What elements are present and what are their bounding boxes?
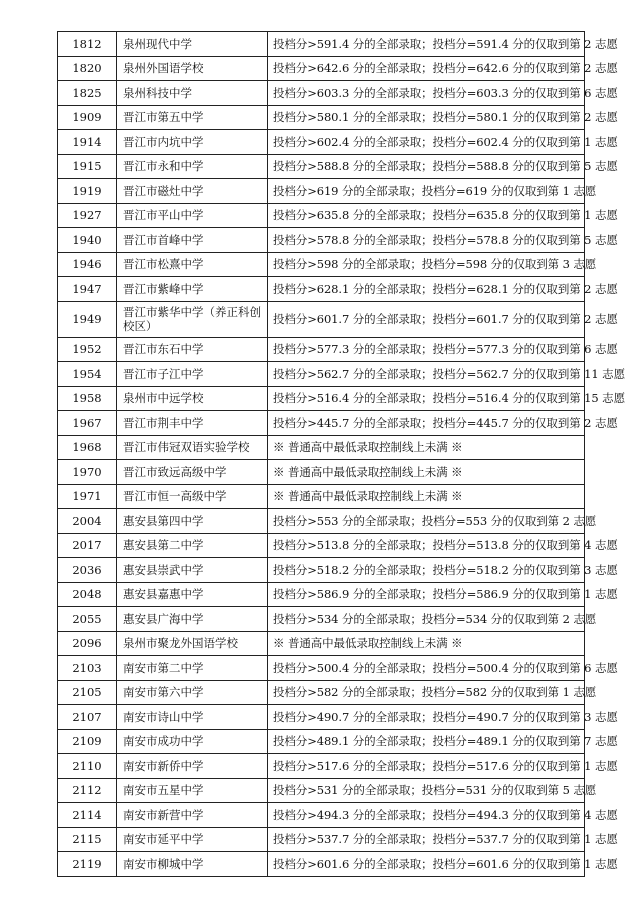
school-code-cell: 2114: [58, 803, 117, 828]
table-row: [58, 778, 585, 803]
table-row: [58, 803, 585, 828]
admission-rule-cell: 投档分>582 分的全部录取；投档分=582 分的仅取到第 1 志愿: [268, 680, 585, 705]
school-name-cell: 南安市第二中学: [117, 656, 268, 681]
school-name-cell: 泉州科技中学: [117, 81, 268, 106]
admission-rule-cell: 投档分>602.4 分的全部录取；投档分=602.4 分的仅取到第 1 志愿: [268, 130, 585, 155]
school-code-cell: 2055: [58, 607, 117, 632]
school-name-cell: 泉州现代中学: [117, 32, 268, 57]
school-name-cell: 晋江市荆丰中学: [117, 411, 268, 436]
school-code-cell: 1919: [58, 179, 117, 204]
admission-rule-cell: 投档分>598 分的全部录取；投档分=598 分的仅取到第 3 志愿: [268, 252, 585, 277]
admission-rule-cell: 投档分>490.7 分的全部录取；投档分=490.7 分的仅取到第 3 志愿: [268, 705, 585, 730]
admission-rule-cell: 投档分>553 分的全部录取；投档分=553 分的仅取到第 2 志愿: [268, 509, 585, 534]
school-name-cell: 晋江市致远高级中学: [117, 460, 268, 485]
admission-rule-cell: 投档分>445.7 分的全部录取；投档分=445.7 分的仅取到第 2 志愿: [268, 411, 585, 436]
school-name-cell: 晋江市内坑中学: [117, 130, 268, 155]
table-row: [58, 228, 585, 253]
admission-rule-cell: ※ 普通高中最低录取控制线上未满 ※: [268, 631, 585, 656]
school-name-cell: 晋江市恒一高级中学: [117, 484, 268, 509]
school-code-cell: 1954: [58, 362, 117, 387]
school-code-cell: 2112: [58, 778, 117, 803]
school-name-cell: 泉州市聚龙外国语学校: [117, 631, 268, 656]
table-row: [58, 301, 585, 337]
school-name-cell: 惠安县嘉惠中学: [117, 582, 268, 607]
table-row: [58, 105, 585, 130]
school-name-cell: 晋江市首峰中学: [117, 228, 268, 253]
admission-rule-cell: 投档分>494.3 分的全部录取；投档分=494.3 分的仅取到第 4 志愿: [268, 803, 585, 828]
school-name-cell: 晋江市子江中学: [117, 362, 268, 387]
table-row: [58, 411, 585, 436]
school-code-cell: 1952: [58, 337, 117, 362]
school-code-cell: 1947: [58, 277, 117, 302]
school-code-cell: 1967: [58, 411, 117, 436]
admission-rule-cell: 投档分>619 分的全部录取；投档分=619 分的仅取到第 1 志愿: [268, 179, 585, 204]
school-name-cell: 晋江市磁灶中学: [117, 179, 268, 204]
school-code-cell: 1958: [58, 386, 117, 411]
school-code-cell: 1949: [58, 301, 117, 337]
table-row: [58, 56, 585, 81]
table-row: [58, 656, 585, 681]
school-code-cell: 2107: [58, 705, 117, 730]
admission-rule-cell: 投档分>517.6 分的全部录取；投档分=517.6 分的仅取到第 1 志愿: [268, 754, 585, 779]
admission-rule-cell: 投档分>518.2 分的全部录取；投档分=518.2 分的仅取到第 3 志愿: [268, 558, 585, 583]
school-name-cell: 晋江市松熹中学: [117, 252, 268, 277]
school-code-cell: 1970: [58, 460, 117, 485]
admission-rule-cell: 投档分>586.9 分的全部录取；投档分=586.9 分的仅取到第 1 志愿: [268, 582, 585, 607]
school-code-cell: 1940: [58, 228, 117, 253]
table-row: [58, 362, 585, 387]
school-name-cell: 南安市新侨中学: [117, 754, 268, 779]
table-row: [58, 203, 585, 228]
school-code-cell: 1825: [58, 81, 117, 106]
school-code-cell: 2110: [58, 754, 117, 779]
school-code-cell: 1971: [58, 484, 117, 509]
admission-rule-cell: 投档分>577.3 分的全部录取；投档分=577.3 分的仅取到第 6 志愿: [268, 337, 585, 362]
school-name-cell: 晋江市东石中学: [117, 337, 268, 362]
table-row: [58, 386, 585, 411]
school-code-cell: 2103: [58, 656, 117, 681]
school-code-cell: 1909: [58, 105, 117, 130]
table-row: [58, 277, 585, 302]
admission-rule-cell: 投档分>516.4 分的全部录取；投档分=516.4 分的仅取到第 15 志愿: [268, 386, 585, 411]
table-row: [58, 754, 585, 779]
admission-rule-cell: 投档分>635.8 分的全部录取；投档分=635.8 分的仅取到第 1 志愿: [268, 203, 585, 228]
school-name-cell: 泉州市中远学校: [117, 386, 268, 411]
school-name-cell: 晋江市紫华中学（养正科创校区）: [117, 301, 268, 337]
table-row: [58, 179, 585, 204]
school-code-cell: 2004: [58, 509, 117, 534]
admission-rule-cell: 投档分>513.8 分的全部录取；投档分=513.8 分的仅取到第 4 志愿: [268, 533, 585, 558]
table-row: [58, 337, 585, 362]
school-name-cell: 晋江市伟冠双语实验学校: [117, 435, 268, 460]
table-row: [58, 435, 585, 460]
school-name-cell: 南安市新营中学: [117, 803, 268, 828]
table-row: [58, 582, 585, 607]
table-row: [58, 827, 585, 852]
table-row: [58, 631, 585, 656]
table-row: [58, 705, 585, 730]
admission-rule-cell: 投档分>601.6 分的全部录取；投档分=601.6 分的仅取到第 1 志愿: [268, 852, 585, 877]
school-code-cell: 2017: [58, 533, 117, 558]
school-name-cell: 晋江市永和中学: [117, 154, 268, 179]
school-code-cell: 1946: [58, 252, 117, 277]
school-code-cell: 1927: [58, 203, 117, 228]
school-code-cell: 2115: [58, 827, 117, 852]
admission-rule-cell: 投档分>603.3 分的全部录取；投档分=603.3 分的仅取到第 6 志愿: [268, 81, 585, 106]
school-name-cell: 南安市五星中学: [117, 778, 268, 803]
school-name-cell: 惠安县第二中学: [117, 533, 268, 558]
admission-rule-cell: ※ 普通高中最低录取控制线上未满 ※: [268, 484, 585, 509]
admission-rule-cell: 投档分>562.7 分的全部录取；投档分=562.7 分的仅取到第 11 志愿: [268, 362, 585, 387]
school-code-cell: 1812: [58, 32, 117, 57]
admission-rule-cell: 投档分>489.1 分的全部录取；投档分=489.1 分的仅取到第 7 志愿: [268, 729, 585, 754]
school-name-cell: 南安市第六中学: [117, 680, 268, 705]
table-row: [58, 154, 585, 179]
table-row: [58, 81, 585, 106]
school-code-cell: 1914: [58, 130, 117, 155]
school-name-cell: 惠安县崇武中学: [117, 558, 268, 583]
table-row: [58, 607, 585, 632]
admission-rule-cell: 投档分>500.4 分的全部录取；投档分=500.4 分的仅取到第 6 志愿: [268, 656, 585, 681]
school-name-cell: 晋江市紫峰中学: [117, 277, 268, 302]
school-code-cell: 2036: [58, 558, 117, 583]
admission-table: [57, 31, 625, 877]
admission-rule-cell: 投档分>580.1 分的全部录取；投档分=580.1 分的仅取到第 2 志愿: [268, 105, 585, 130]
table-row: [58, 130, 585, 155]
school-code-cell: 1820: [58, 56, 117, 81]
school-name-cell: 惠安县第四中学: [117, 509, 268, 534]
table-row: [58, 852, 585, 877]
table-row: [58, 680, 585, 705]
school-name-cell: 泉州外国语学校: [117, 56, 268, 81]
school-code-cell: 2048: [58, 582, 117, 607]
school-code-cell: 2119: [58, 852, 117, 877]
admission-rule-cell: 投档分>534 分的全部录取；投档分=534 分的仅取到第 2 志愿: [268, 607, 585, 632]
table-body: [58, 32, 625, 877]
admission-rule-cell: ※ 普通高中最低录取控制线上未满 ※: [268, 435, 585, 460]
school-code-cell: 2105: [58, 680, 117, 705]
admission-rule-cell: 投档分>591.4 分的全部录取；投档分=591.4 分的仅取到第 2 志愿: [268, 32, 585, 57]
school-name-cell: 南安市延平中学: [117, 827, 268, 852]
table-row: [58, 32, 585, 57]
school-name-cell: 晋江市第五中学: [117, 105, 268, 130]
school-name-cell: 晋江市平山中学: [117, 203, 268, 228]
admission-rule-cell: 投档分>578.8 分的全部录取；投档分=578.8 分的仅取到第 5 志愿: [268, 228, 585, 253]
admission-rule-cell: ※ 普通高中最低录取控制线上未满 ※: [268, 460, 585, 485]
table-row: [58, 252, 585, 277]
school-name-cell: 南安市成功中学: [117, 729, 268, 754]
school-name-cell: 南安市诗山中学: [117, 705, 268, 730]
school-code-cell: 1968: [58, 435, 117, 460]
school-code-cell: 1915: [58, 154, 117, 179]
school-code-cell: 2096: [58, 631, 117, 656]
admission-document: [57, 31, 625, 877]
school-name-cell: 惠安县广海中学: [117, 607, 268, 632]
admission-rule-cell: 投档分>537.7 分的全部录取；投档分=537.7 分的仅取到第 1 志愿: [268, 827, 585, 852]
admission-rule-cell: 投档分>588.8 分的全部录取；投档分=588.8 分的仅取到第 5 志愿: [268, 154, 585, 179]
table-row: [58, 533, 585, 558]
table-row: [58, 558, 585, 583]
school-code-cell: 2109: [58, 729, 117, 754]
admission-rule-cell: 投档分>628.1 分的全部录取；投档分=628.1 分的仅取到第 2 志愿: [268, 277, 585, 302]
table-row: [58, 460, 585, 485]
table-row: [58, 509, 585, 534]
admission-rule-cell: 投档分>531 分的全部录取；投档分=531 分的仅取到第 5 志愿: [268, 778, 585, 803]
table-row: [58, 484, 585, 509]
table-row: [58, 729, 585, 754]
admission-rule-cell: 投档分>642.6 分的全部录取；投档分=642.6 分的仅取到第 2 志愿: [268, 56, 585, 81]
school-name-cell: 南安市柳城中学: [117, 852, 268, 877]
admission-rule-cell: 投档分>601.7 分的全部录取；投档分=601.7 分的仅取到第 2 志愿: [268, 301, 585, 337]
